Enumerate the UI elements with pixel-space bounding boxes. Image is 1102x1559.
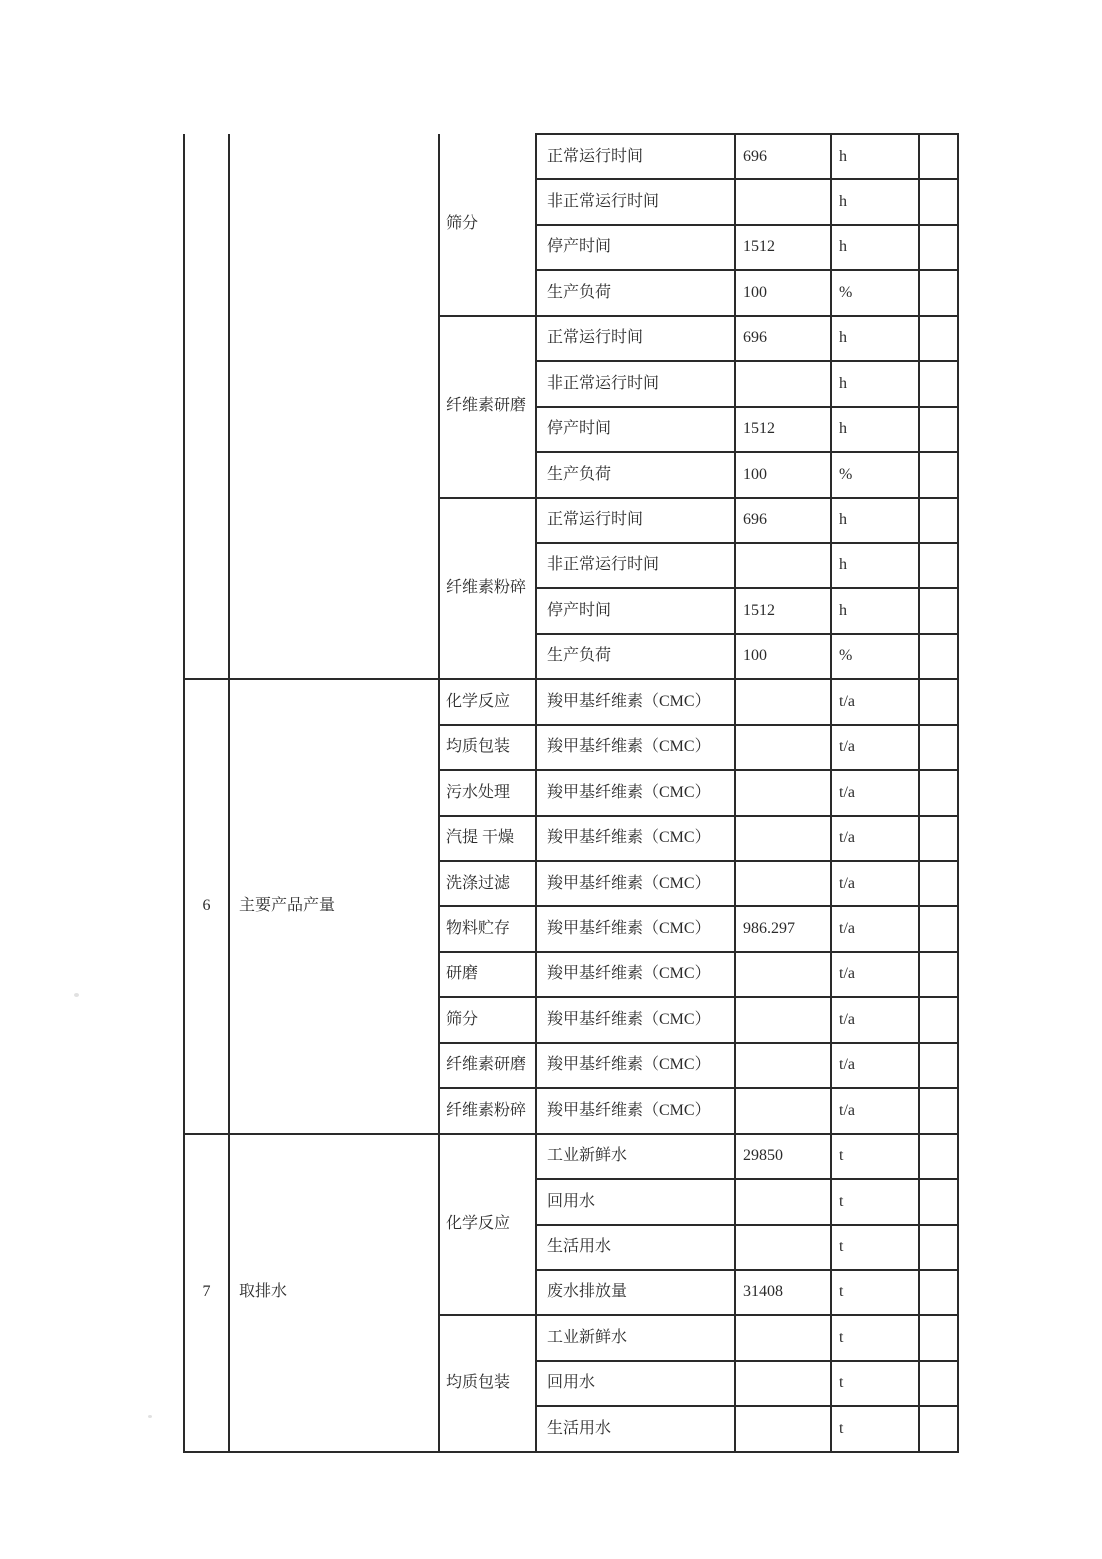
value-cell bbox=[735, 179, 831, 224]
value-cell bbox=[735, 1315, 831, 1360]
empty-cell bbox=[919, 316, 958, 361]
empty-cell bbox=[919, 952, 958, 997]
value-cell bbox=[735, 952, 831, 997]
unit-cell: h bbox=[831, 498, 919, 543]
item-cell: 回用水 bbox=[536, 1361, 735, 1406]
row-number-cell: 7 bbox=[184, 1134, 229, 1452]
category-cell: 主要产品产量 bbox=[229, 679, 439, 1133]
value-cell bbox=[735, 861, 831, 906]
value-cell: 29850 bbox=[735, 1134, 831, 1179]
unit-cell: h bbox=[831, 543, 919, 588]
unit-cell: % bbox=[831, 270, 919, 315]
process-cell: 纤维素粉碎 bbox=[439, 498, 536, 680]
item-cell: 生产负荷 bbox=[536, 270, 735, 315]
value-cell bbox=[735, 543, 831, 588]
unit-cell: t/a bbox=[831, 816, 919, 861]
empty-cell bbox=[919, 861, 958, 906]
unit-cell: h bbox=[831, 316, 919, 361]
process-cell: 纤维素研磨 bbox=[439, 1043, 536, 1088]
empty-cell bbox=[919, 452, 958, 497]
item-cell: 停产时间 bbox=[536, 407, 735, 452]
value-cell: 696 bbox=[735, 498, 831, 543]
empty-cell bbox=[919, 906, 958, 951]
value-cell bbox=[735, 997, 831, 1042]
table-body bbox=[184, 134, 958, 1452]
process-cell: 均质包装 bbox=[439, 1315, 536, 1451]
empty-cell bbox=[919, 1361, 958, 1406]
empty-cell bbox=[919, 361, 958, 406]
value-cell: 31408 bbox=[735, 1270, 831, 1315]
unit-cell: t bbox=[831, 1361, 919, 1406]
process-cell: 纤维素研磨 bbox=[439, 316, 536, 498]
value-cell: 1512 bbox=[735, 225, 831, 270]
item-cell: 生产负荷 bbox=[536, 452, 735, 497]
item-cell: 羧甲基纤维素（CMC） bbox=[536, 770, 735, 815]
unit-cell: t bbox=[831, 1406, 919, 1451]
empty-cell bbox=[919, 770, 958, 815]
table-row bbox=[184, 134, 958, 179]
item-cell: 羧甲基纤维素（CMC） bbox=[536, 906, 735, 951]
row-number-cell bbox=[184, 134, 229, 679]
production-report-table bbox=[183, 133, 959, 1453]
empty-cell bbox=[919, 179, 958, 224]
empty-cell bbox=[919, 1315, 958, 1360]
process-cell: 纤维素粉碎 bbox=[439, 1088, 536, 1133]
empty-cell bbox=[919, 816, 958, 861]
value-cell: 986.297 bbox=[735, 906, 831, 951]
unit-cell: t/a bbox=[831, 770, 919, 815]
value-cell bbox=[735, 1043, 831, 1088]
unit-cell: t/a bbox=[831, 1088, 919, 1133]
item-cell: 停产时间 bbox=[536, 588, 735, 633]
empty-cell bbox=[919, 634, 958, 679]
empty-cell bbox=[919, 134, 958, 179]
process-cell: 污水处理 bbox=[439, 770, 536, 815]
value-cell: 1512 bbox=[735, 407, 831, 452]
value-cell bbox=[735, 816, 831, 861]
process-cell: 研磨 bbox=[439, 952, 536, 997]
value-cell bbox=[735, 770, 831, 815]
unit-cell: t bbox=[831, 1270, 919, 1315]
item-cell: 回用水 bbox=[536, 1179, 735, 1224]
value-cell bbox=[735, 1088, 831, 1133]
value-cell: 696 bbox=[735, 134, 831, 179]
scan-speck bbox=[148, 1415, 152, 1418]
item-cell: 非正常运行时间 bbox=[536, 179, 735, 224]
item-cell: 废水排放量 bbox=[536, 1270, 735, 1315]
item-cell: 生产负荷 bbox=[536, 634, 735, 679]
value-cell bbox=[735, 1179, 831, 1224]
unit-cell: % bbox=[831, 452, 919, 497]
table-row bbox=[184, 1134, 958, 1179]
row-number-cell: 6 bbox=[184, 679, 229, 1133]
unit-cell: t bbox=[831, 1315, 919, 1360]
unit-cell: t/a bbox=[831, 952, 919, 997]
empty-cell bbox=[919, 270, 958, 315]
value-cell: 1512 bbox=[735, 588, 831, 633]
process-cell: 筛分 bbox=[439, 134, 536, 316]
empty-cell bbox=[919, 225, 958, 270]
unit-cell: t/a bbox=[831, 679, 919, 724]
process-cell: 均质包装 bbox=[439, 725, 536, 770]
process-cell: 汽提 干燥 bbox=[439, 816, 536, 861]
unit-cell: h bbox=[831, 134, 919, 179]
value-cell: 100 bbox=[735, 270, 831, 315]
item-cell: 羧甲基纤维素（CMC） bbox=[536, 1043, 735, 1088]
unit-cell: t/a bbox=[831, 1043, 919, 1088]
item-cell: 生活用水 bbox=[536, 1225, 735, 1270]
process-cell: 化学反应 bbox=[439, 679, 536, 724]
item-cell: 羧甲基纤维素（CMC） bbox=[536, 1088, 735, 1133]
empty-cell bbox=[919, 407, 958, 452]
item-cell: 羧甲基纤维素（CMC） bbox=[536, 952, 735, 997]
process-cell: 物料贮存 bbox=[439, 906, 536, 951]
empty-cell bbox=[919, 1134, 958, 1179]
empty-cell bbox=[919, 1270, 958, 1315]
value-cell: 696 bbox=[735, 316, 831, 361]
value-cell bbox=[735, 679, 831, 724]
value-cell bbox=[735, 725, 831, 770]
unit-cell: % bbox=[831, 634, 919, 679]
item-cell: 正常运行时间 bbox=[536, 134, 735, 179]
empty-cell bbox=[919, 997, 958, 1042]
item-cell: 工业新鲜水 bbox=[536, 1134, 735, 1179]
unit-cell: h bbox=[831, 179, 919, 224]
empty-cell bbox=[919, 498, 958, 543]
value-cell bbox=[735, 361, 831, 406]
unit-cell: h bbox=[831, 588, 919, 633]
unit-cell: h bbox=[831, 225, 919, 270]
item-cell: 生活用水 bbox=[536, 1406, 735, 1451]
empty-cell bbox=[919, 588, 958, 633]
unit-cell: t/a bbox=[831, 906, 919, 951]
item-cell: 正常运行时间 bbox=[536, 316, 735, 361]
unit-cell: t bbox=[831, 1134, 919, 1179]
value-cell: 100 bbox=[735, 452, 831, 497]
value-cell bbox=[735, 1406, 831, 1451]
value-cell bbox=[735, 1225, 831, 1270]
unit-cell: t bbox=[831, 1179, 919, 1224]
unit-cell: t/a bbox=[831, 725, 919, 770]
item-cell: 羧甲基纤维素（CMC） bbox=[536, 725, 735, 770]
item-cell: 羧甲基纤维素（CMC） bbox=[536, 997, 735, 1042]
process-cell: 洗涤过滤 bbox=[439, 861, 536, 906]
item-cell: 羧甲基纤维素（CMC） bbox=[536, 816, 735, 861]
empty-cell bbox=[919, 1406, 958, 1451]
value-cell: 100 bbox=[735, 634, 831, 679]
scan-speck bbox=[74, 993, 79, 997]
empty-cell bbox=[919, 543, 958, 588]
empty-cell bbox=[919, 679, 958, 724]
item-cell: 非正常运行时间 bbox=[536, 543, 735, 588]
unit-cell: t/a bbox=[831, 997, 919, 1042]
value-cell bbox=[735, 1361, 831, 1406]
item-cell: 羧甲基纤维素（CMC） bbox=[536, 861, 735, 906]
unit-cell: h bbox=[831, 361, 919, 406]
empty-cell bbox=[919, 1179, 958, 1224]
unit-cell: t/a bbox=[831, 861, 919, 906]
empty-cell bbox=[919, 725, 958, 770]
category-cell: 取排水 bbox=[229, 1134, 439, 1452]
process-cell: 筛分 bbox=[439, 997, 536, 1042]
unit-cell: h bbox=[831, 407, 919, 452]
empty-cell bbox=[919, 1043, 958, 1088]
category-cell bbox=[229, 134, 439, 679]
empty-cell bbox=[919, 1088, 958, 1133]
item-cell: 正常运行时间 bbox=[536, 498, 735, 543]
process-cell: 化学反应 bbox=[439, 1134, 536, 1316]
empty-cell bbox=[919, 1225, 958, 1270]
item-cell: 非正常运行时间 bbox=[536, 361, 735, 406]
table-row bbox=[184, 679, 958, 724]
item-cell: 羧甲基纤维素（CMC） bbox=[536, 679, 735, 724]
item-cell: 停产时间 bbox=[536, 225, 735, 270]
unit-cell: t bbox=[831, 1225, 919, 1270]
item-cell: 工业新鲜水 bbox=[536, 1315, 735, 1360]
